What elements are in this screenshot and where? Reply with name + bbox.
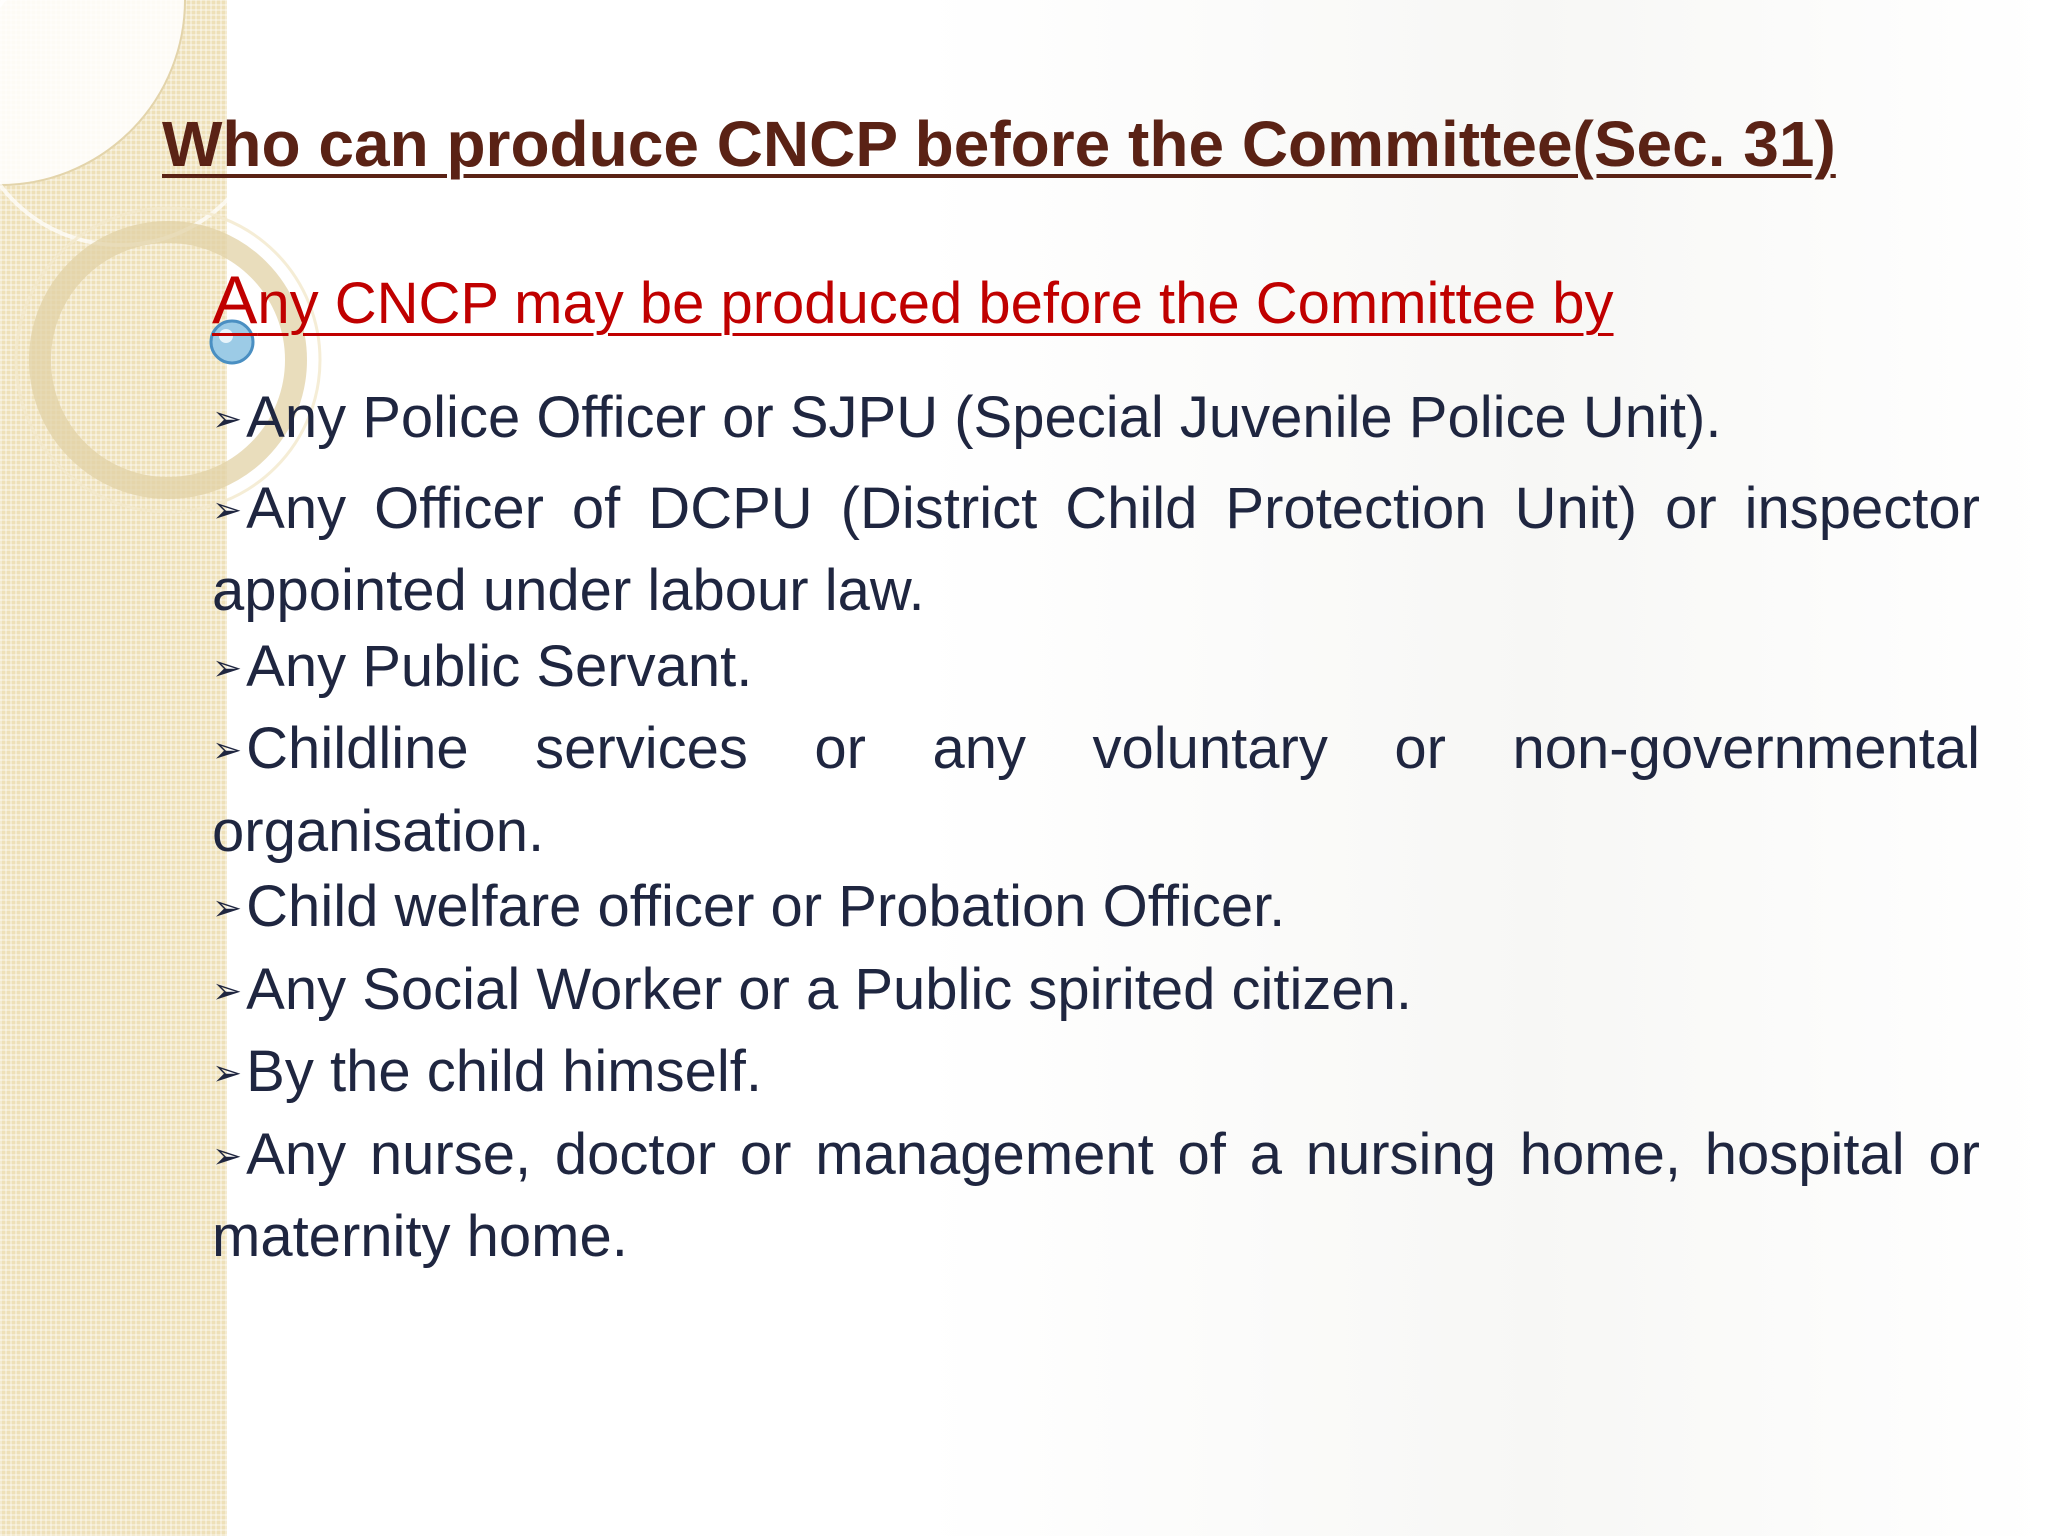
arrow-bullet-icon: ➢ [212, 646, 243, 688]
list-item: ➢Child welfare officer or Probation Officer. [212, 874, 1286, 939]
list-item: ➢Any nurse, doctor or management of a nursing home, hospital or maternity home. [212, 1121, 1980, 1269]
intro-line [212, 262, 1614, 342]
list-item: ➢Any Public Servant. [212, 633, 753, 699]
arrow-bullet-icon: ➢ [212, 1052, 243, 1093]
arrow-bullet-icon: ➢ [212, 398, 243, 439]
list-item: ➢By the child himself. [212, 1039, 762, 1104]
slide-title: Who can produce CNCP before the Committee(Sec. 31) [162, 108, 1836, 180]
intro-initial: A [212, 262, 258, 338]
arrow-bullet-icon: ➢ [212, 887, 243, 928]
intro-text: ny CNCP may be produced before the Committee by [257, 271, 1614, 336]
arrow-bullet-icon: ➢ [212, 729, 243, 770]
list-item: ➢Any Police Officer or SJPU (Special Juvenile Police Unit). [212, 385, 1722, 450]
arrow-bullet-icon: ➢ [212, 969, 243, 1011]
arrow-bullet-icon: ➢ [212, 1134, 243, 1176]
producer-list [212, 380, 1980, 1275]
arrow-bullet-icon: ➢ [212, 488, 243, 530]
list-item: ➢Childline services or any voluntary or non-governmental organisation. [212, 716, 1980, 864]
list-item: ➢Any Officer of DCPU (District Child Protection Unit) or inspector appointed under labour law. [212, 475, 1980, 623]
list-item: ➢Any Social Worker or a Public spirited citizen. [212, 956, 1413, 1022]
